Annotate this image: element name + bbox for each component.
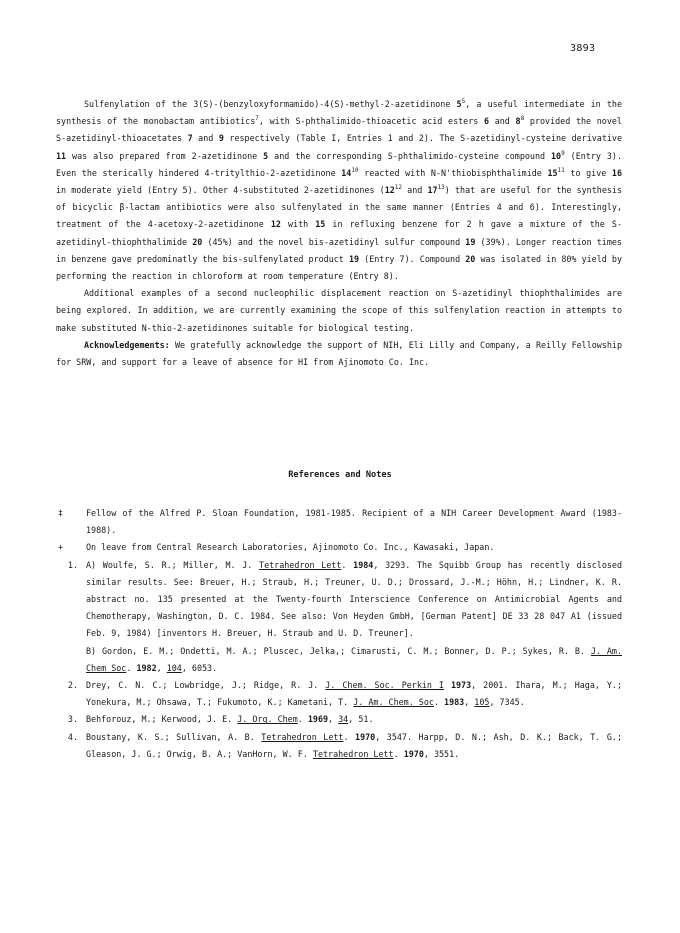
- text-run: (39%). Longer reaction times in benzene gave predominatly the bis-sulfenylated product: [56, 236, 622, 264]
- text-run: Tetrahedron Lett: [259, 559, 342, 570]
- paragraph: [56, 285, 622, 337]
- text-run: .: [433, 697, 445, 708]
- reference-marker: 2.: [67, 680, 78, 691]
- reference-marker: 1.: [67, 559, 78, 570]
- reference-item: [56, 557, 622, 677]
- superscript-ref: 8: [520, 115, 525, 123]
- text-run: Boustany, K. S.; Sullivan, A. B.: [86, 731, 262, 742]
- text-run: 8: [515, 116, 521, 127]
- page-number: 3893: [570, 43, 596, 54]
- reference-item: [56, 711, 622, 728]
- text-run: J. Am. Chem. Soc: [353, 697, 434, 708]
- text-run: 19: [348, 253, 360, 264]
- text-run: was also prepared from 2-azetidinone: [66, 150, 264, 161]
- text-run: , 51.: [348, 714, 374, 725]
- text-run: A) Woulfe, S. R.; Miller, M. J.: [86, 559, 260, 570]
- superscript-ref: 10: [351, 166, 359, 174]
- text-run: 11: [56, 150, 67, 161]
- text-run: in moderate yield (Entry 5). Other 4-substituted 2-azetidinones (: [56, 185, 385, 196]
- text-run: 19: [465, 236, 476, 247]
- reference-text: [86, 557, 622, 643]
- text-run: ) that are useful for the synthesis of bicyclic β-lactam antibiotics were also sulfenylated in the same manner (Entries 4 and 6). Interestingly, treatment of the 4-acetoxy-2-azetidinone: [56, 185, 622, 230]
- text-run: 5: [263, 150, 269, 161]
- reference-item: [56, 539, 622, 556]
- references-list: [56, 505, 622, 763]
- text-run: J. Am. Chem Soc: [86, 645, 622, 673]
- text-run: B) Gordon, E. M.; Ondetti, M. A.; Pluscec, Jelka,; Cimarusti, C. M.; Bonner, D. P.; Sykes, R. B.: [86, 645, 591, 656]
- text-run: 1970: [355, 731, 376, 742]
- text-run: and: [192, 133, 219, 144]
- text-run: 104: [166, 662, 182, 673]
- text-run: (Entry 7). Compound: [359, 253, 466, 264]
- text-run: , 7345.: [489, 697, 525, 708]
- text-run: [444, 680, 451, 690]
- text-run: , 3551.: [423, 748, 460, 759]
- text-run: ,: [328, 714, 339, 725]
- text-run: 20: [192, 236, 203, 247]
- text-run: 1983: [444, 697, 465, 708]
- text-run: , 3293. The Squibb Group has recently disclosed similar results. See: Breuer, H.; Straub, H.; Treuner, U. D.; Drossard, J.-M.; Höhn, H.; Lindner, K. R. abstract no. 135 presented at the Twenty-fourth Interscience Conference on Antimicrobial Agents and Chemotherapy, Washington, D. C. 1984. See also: Von Heyden GmbH, [German Patent] DE 33 28 047 A1 (issued Feb. 9, 1984) [inventors H. Breuer, H. Straub and U. D. Treuner].: [86, 559, 622, 639]
- paragraph: [56, 96, 622, 285]
- text-run: 16: [611, 167, 622, 178]
- text-run: , 3547. Harpp, D. N.; Ash, D. K.; Back, T. G.; Gleason, J. G.; Orwig, B. A.; VanHorn, W. F.: [86, 731, 622, 759]
- text-run: with: [280, 219, 316, 230]
- reference-marker: +: [58, 542, 64, 553]
- text-run: in refluxing benzene for 2 h gave a mixture of the S-azetidinyl-thiophthalimide: [56, 219, 622, 247]
- superscript-ref: 11: [557, 166, 565, 174]
- reference-marker: ‡: [58, 508, 64, 518]
- text-run: .: [341, 559, 354, 570]
- text-run: reacted with N-N'thiobisphthalimide: [358, 167, 548, 178]
- text-run: Sulfenylation of the 3(S)-(benzyloxyformamido)-4(S)-methyl-2-azetidinone: [84, 99, 457, 109]
- text-run: Additional examples of a second nucleophilic displacement reaction on S-azetidinyl thiophthalimides are being explored. In addition, we are currently examining the scope of this sulfenylation reaction in attempts to make substituted N-thio-2-azetidinones suitable for biological testing.: [56, 288, 622, 333]
- text-run: .: [393, 748, 404, 759]
- text-run: (Entry 3). Even the sterically hindered 4-tritylthio-2-azetidinone: [56, 150, 622, 178]
- text-run: .: [343, 731, 356, 742]
- text-run: 14: [341, 167, 352, 178]
- reference-text: [86, 539, 622, 556]
- text-run: Fellow of the Alfred P. Sloan Foundation, 1981-1985. Recipient of a NIH Career Development Award (1983-1988).: [86, 508, 622, 536]
- reference-item: [56, 729, 622, 763]
- text-run: provided the novel S-azetidinyl-thioacetates: [56, 116, 622, 144]
- text-run: and the corresponding S-phthalimido-cysteine compound: [268, 150, 551, 161]
- paragraph: [56, 337, 622, 371]
- superscript-ref: 7: [255, 115, 259, 123]
- text-run: and: [489, 116, 516, 127]
- body-text: [56, 96, 622, 371]
- text-run: Tetrahedron Lett: [261, 731, 344, 742]
- text-run: Drey, C. N. C.; Lowbridge, J.; Ridge, R. J.: [86, 680, 326, 691]
- text-run: 1984: [353, 559, 374, 570]
- text-run: , 2001. Ihara, M.; Haga, Y.; Yonekura, M.; Ohsawa, T.; Fukumoto, K.; Kametani, T.: [86, 680, 623, 708]
- text-run: Tetrahedron Lett: [312, 748, 394, 759]
- text-run: , 6053.: [181, 662, 218, 673]
- reference-item: [56, 677, 622, 711]
- text-run: 15: [547, 167, 558, 178]
- text-run: 1973: [450, 680, 472, 691]
- text-run: 34: [338, 714, 349, 725]
- text-run: .: [126, 662, 137, 673]
- reference-subentry: [56, 643, 622, 677]
- reference-marker: 4.: [67, 731, 78, 742]
- superscript-ref: 12: [394, 184, 403, 192]
- text-run: to give: [564, 167, 612, 178]
- text-run: 10: [550, 150, 562, 161]
- text-run: ,: [464, 697, 475, 708]
- text-run: , with S-phthalimido-thioacetic acid esters: [258, 116, 484, 127]
- text-run: Acknowledgements:: [84, 339, 170, 350]
- text-run: respectively (Table I, Entries 1 and 2). The S-azetidinyl-cysteine derivative: [223, 133, 622, 144]
- reference-item: [56, 505, 622, 539]
- text-run: .: [297, 714, 308, 725]
- reference-text: [86, 677, 622, 711]
- text-run: 12: [270, 219, 281, 230]
- text-run: J. Org. Chem: [237, 714, 298, 725]
- references-heading: References and Notes: [288, 470, 392, 480]
- text-run: and: [402, 185, 428, 196]
- text-run: 17: [427, 185, 438, 196]
- text-run: 12: [384, 185, 395, 196]
- text-run: 105: [474, 697, 490, 708]
- reference-text: [86, 729, 622, 763]
- superscript-ref: 5: [461, 98, 466, 105]
- text-run: 15: [315, 219, 326, 230]
- text-run: , a useful intermediate in the synthesis of the monobactam antibiotics: [56, 99, 622, 127]
- reference-marker: 3.: [67, 714, 78, 725]
- reference-text: [86, 711, 622, 728]
- text-run: was isolated in 80% yield by performing the reaction in chloroform at room temperature (Entry 8).: [56, 253, 623, 282]
- reference-text: [86, 505, 622, 539]
- superscript-ref: 9: [561, 149, 565, 157]
- text-run: 20: [465, 253, 476, 264]
- text-run: 1970: [403, 748, 424, 759]
- text-run: (45%) and the novel bis-azetidinyl sulfur compound: [202, 236, 466, 247]
- superscript-ref: 13: [437, 184, 445, 192]
- text-run: J. Chem. Soc. Perkin I: [325, 680, 444, 691]
- text-run: ,: [156, 662, 167, 673]
- text-run: Behforouz, M.; Kerwood, J. E.: [86, 714, 238, 725]
- text-run: 1969: [307, 714, 329, 725]
- text-run: 7: [187, 133, 193, 144]
- text-run: 9: [218, 133, 224, 144]
- text-run: 1982: [136, 662, 157, 673]
- text-run: On leave from Central Research Laboratories, Ajinomoto Co. Inc., Kawasaki, Japan.: [86, 542, 495, 553]
- text-run: We gratefully acknowledge the support of NIH, Eli Lilly and Company, a Reilly Fellowship for SRW, and support for a leave of absence for HI from Ajinomoto Co. Inc.: [56, 339, 622, 368]
- text-run: 5: [456, 99, 462, 109]
- text-run: 6: [483, 116, 490, 127]
